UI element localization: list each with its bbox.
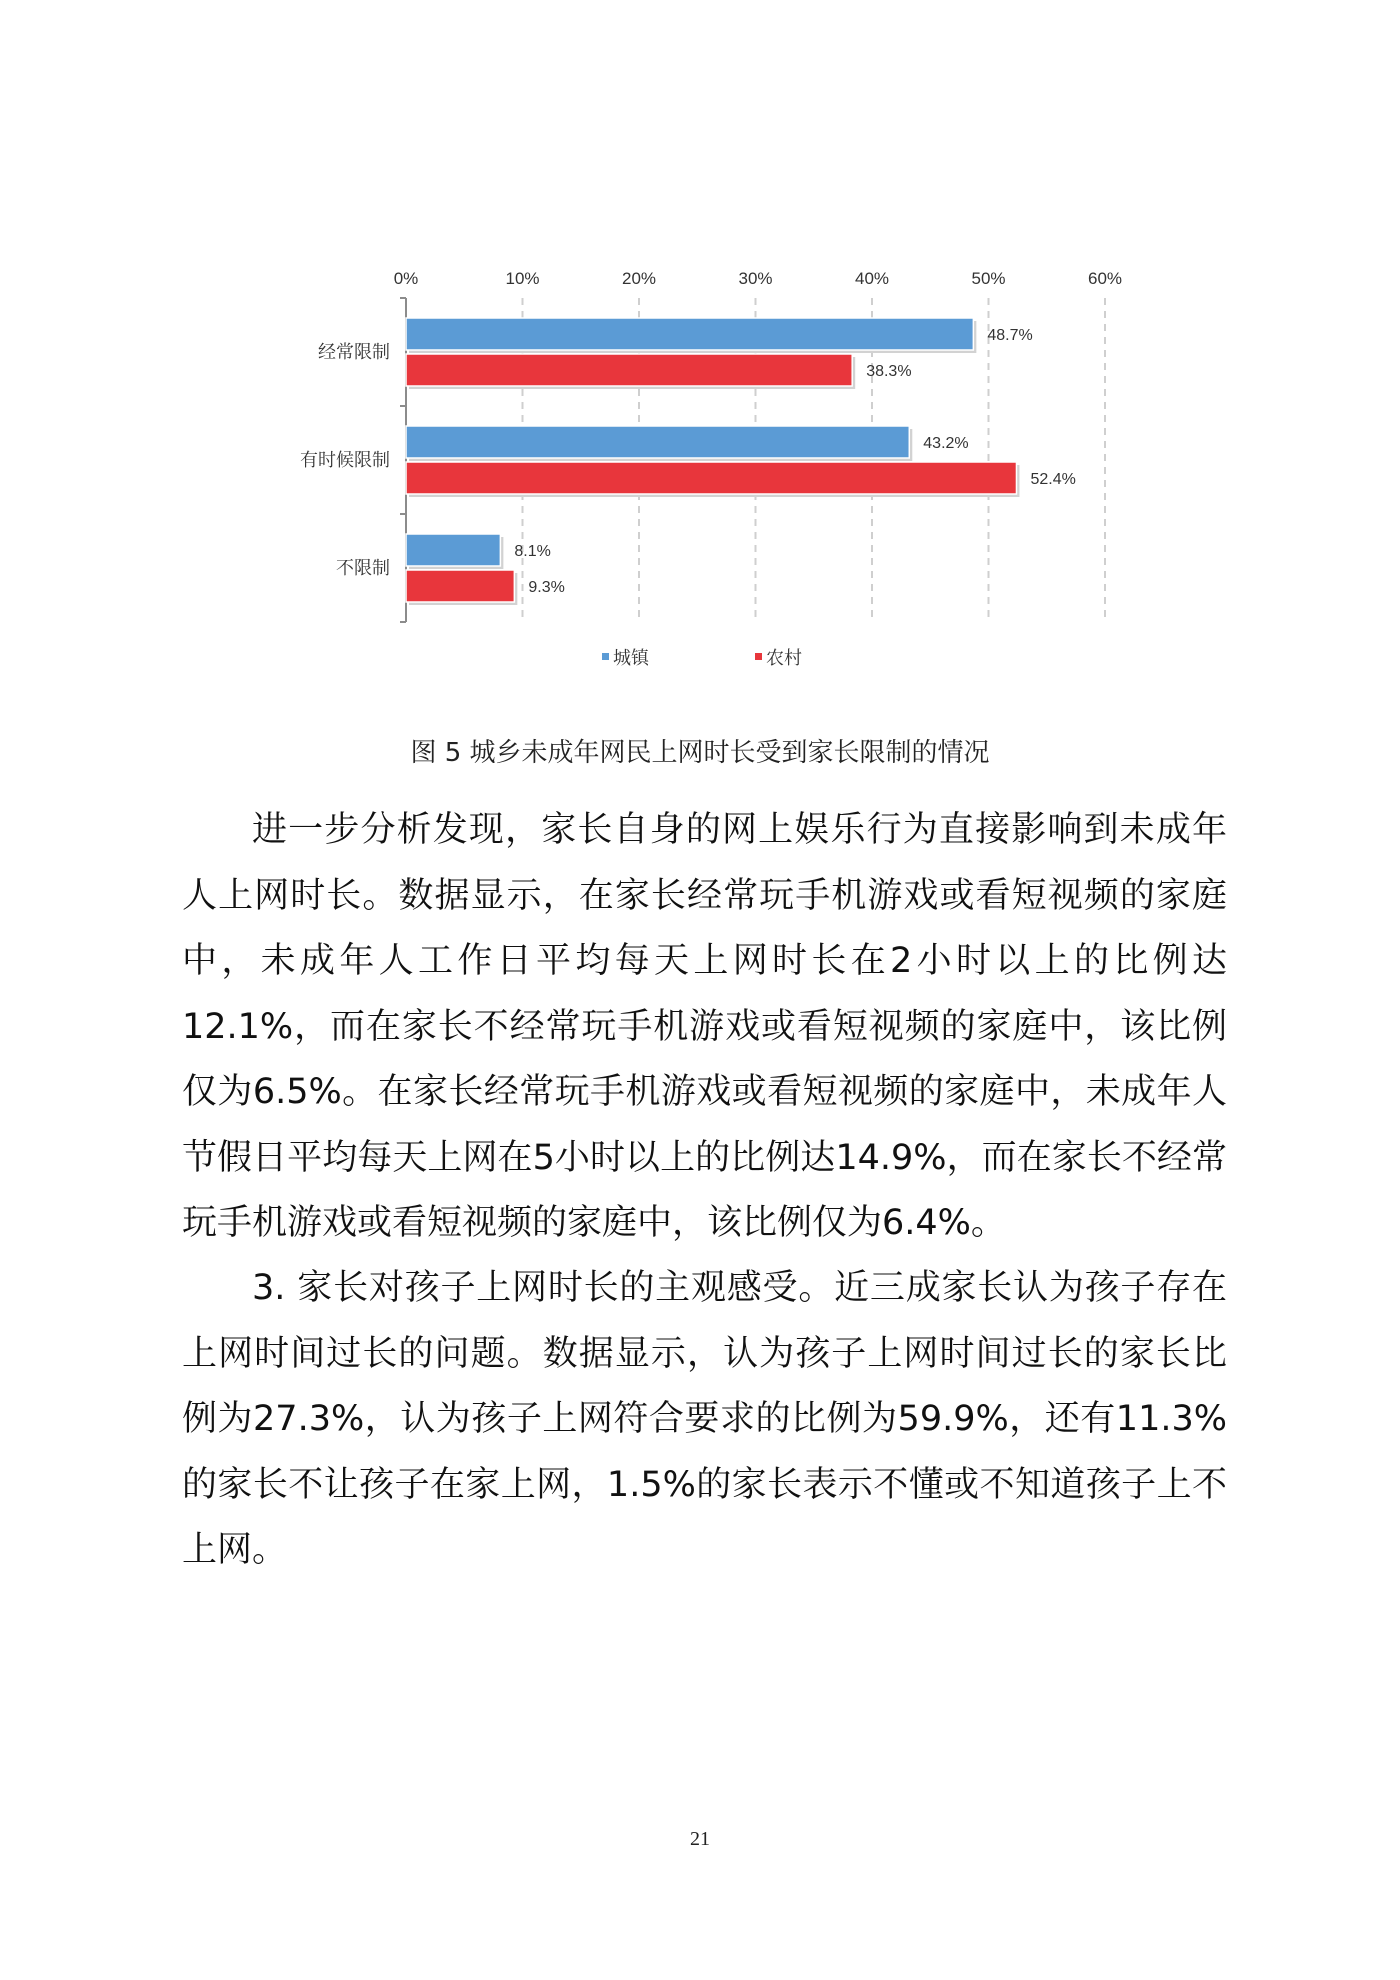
legend-label: 城镇 (613, 648, 649, 668)
legend-swatch (602, 653, 609, 660)
bar (406, 462, 1016, 494)
data-label: 48.7% (987, 327, 1033, 344)
data-label: 38.3% (866, 363, 912, 380)
data-label: 9.3% (528, 579, 565, 596)
bar (406, 318, 973, 350)
legend-label: 农村 (766, 648, 802, 668)
bar (406, 426, 909, 458)
figure-caption: 图 5 城乡未成年网民上网时长受到家长限制的情况 (410, 738, 990, 768)
x-tick-label: 0% (393, 269, 419, 288)
data-label: 52.4% (1030, 471, 1076, 488)
x-tick-label: 60% (1087, 269, 1123, 288)
category-label: 经常限制 (318, 342, 390, 362)
bar (406, 570, 514, 602)
bar (406, 534, 500, 566)
bar (406, 354, 852, 386)
x-tick-label: 20% (621, 269, 657, 288)
page-number: 21 (690, 1828, 710, 1850)
legend-swatch (755, 653, 762, 660)
data-label: 43.2% (923, 435, 969, 452)
x-tick-label: 50% (971, 269, 1006, 288)
category-label: 有时候限制 (300, 450, 390, 470)
bar-chart (230, 250, 1170, 690)
paragraph-1: 进一步分析发现，家长自身的网上娱乐行为直接影响到未成年人上网时长。数据显示，在家长经常玩手机游戏或看短视频的家庭中，未成年人工作日平均每天上网时长在2小时以上的比例达12.1%，而在家长不经常玩手机游戏或看短视频的家庭中，该比例仅为6.5%。在家长经常玩手机游戏或看短视频的家庭中，未成年人节假日平均每天上网在5小时以上的比例达14.9%，而在家长不经常玩手机游戏或看短视频的家庭中，该比例仅为6.4%。 (182, 810, 1227, 1243)
x-tick-label: 30% (738, 269, 773, 288)
data-label: 8.1% (514, 543, 551, 560)
x-tick-label: 10% (505, 269, 540, 288)
category-label: 不限制 (336, 558, 390, 578)
x-tick-label: 40% (854, 269, 890, 288)
paragraph-2: 3. 家长对孩子上网时长的主观感受。近三成家长认为孩子存在上网时间过长的问题。数据显示，认为孩子上网时间过长的家长比例为27.3%，认为孩子上网符合要求的比例为59.9%，还有11.3%的家长不让孩子在家上网，1.5%的家长表示不懂或不知道孩子上不上网。 (182, 1268, 1227, 1570)
